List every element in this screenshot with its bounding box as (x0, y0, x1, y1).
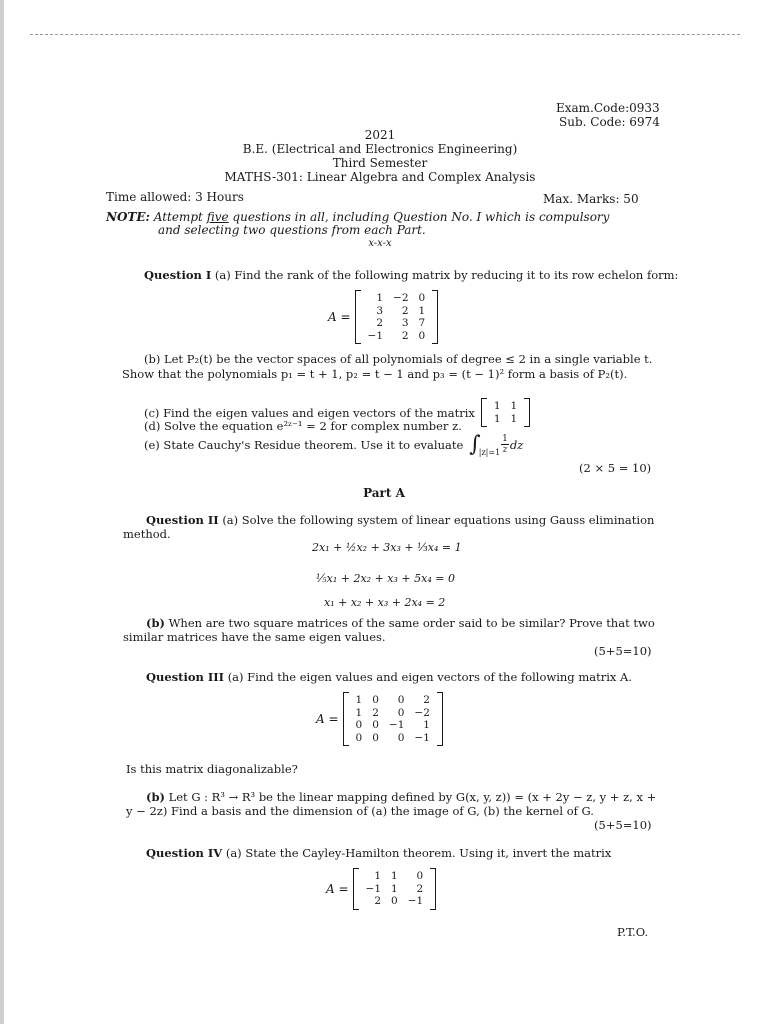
q1-matrix-cell: 7 (418, 317, 426, 329)
course-title: MATHS-301: Linear Algebra and Complex Analysis (224, 170, 536, 184)
q1-c-matrix-cell: 1 (493, 412, 501, 425)
q3-matrix-name: A = (316, 712, 339, 726)
q2-a (146, 513, 654, 527)
time-allowed: Time allowed: 3 Hours (106, 190, 244, 204)
q4-matrix-cell: 2 (374, 895, 382, 907)
q1-matrix-row (363, 292, 431, 305)
q1-a (144, 268, 678, 282)
q3-a (146, 670, 632, 684)
q1-label: Question I (144, 268, 212, 282)
q2-label: Question II (146, 513, 219, 527)
q1-c-matrix-row (489, 400, 522, 413)
q3-matrix-row (351, 707, 435, 720)
q1-c-matrix-cell: 1 (493, 400, 501, 412)
q1-matrix-bracket (355, 290, 439, 344)
q1-matrix-table (363, 292, 431, 342)
q3-matrix-cell: 0 (397, 706, 405, 719)
q2-b-label: (b) (146, 616, 165, 630)
q4-matrix-name: A = (326, 881, 349, 896)
sub-code: Sub. Code: 6974 (559, 115, 660, 129)
q1-matrix-cell: 0 (418, 292, 426, 304)
q1-matrix (328, 290, 438, 344)
q3-label: Question III (146, 670, 225, 684)
q4-matrix-bracket (353, 868, 437, 910)
q3-matrix-row (351, 719, 435, 732)
integrand-den: z (502, 445, 508, 455)
q1-matrix-cell: 3 (401, 317, 409, 329)
part-a-heading: Part A (363, 486, 405, 500)
q4-matrix-cell: 1 (391, 882, 398, 895)
q3-matrix-cell: 1 (355, 694, 363, 706)
q2-a-text2: method. (123, 527, 171, 541)
q1-a-text: (a) Find the rank of the following matrix by reducing it to its row echelon form: (214, 268, 679, 282)
q1-c-matrix-cell: 1 (510, 412, 518, 425)
integral-dz: dz (509, 437, 524, 452)
q3-matrix-cell: 0 (355, 731, 363, 744)
q1-matrix-cell: −1 (367, 329, 384, 342)
q1-c-matrix-cell: 1 (510, 400, 518, 412)
note-line2: and selecting two questions from each Part. (158, 223, 426, 237)
q3-matrix-row (351, 694, 435, 707)
q1-c-text: (c) Find the eigen values and eigen vectors of the matrix (144, 405, 475, 420)
q3-matrix-cell: 0 (355, 719, 363, 731)
note-five: five (206, 210, 229, 224)
q1-b-line1: (b) Let P₂(t) be the vector spaces of all polynomials of degree ≤ 2 in a single variable t. (144, 352, 653, 366)
note-post: questions in all, including Question No. I which is compulsory (232, 210, 610, 224)
q1-matrix-cell: 2 (401, 329, 409, 342)
q1-matrix-cell: 0 (418, 329, 426, 342)
q3-matrix-cell: −2 (414, 706, 430, 719)
q3-matrix-cell: −1 (414, 731, 430, 744)
q4-a (146, 846, 611, 860)
q4-matrix-cell: −1 (407, 895, 424, 907)
q3-matrix-cell: 0 (372, 719, 379, 731)
q3-a-text: (a) Find the eigen values and eigen vectors of the following matrix A. (227, 670, 632, 684)
pto-footer: P.T.O. (617, 925, 649, 939)
q1-matrix-cell: 2 (376, 317, 384, 329)
q1-matrix-cell: −2 (393, 292, 409, 304)
q1-d-text: (d) Solve the equation e²ᶻ⁻¹ = 2 for complex number z. (144, 419, 462, 433)
degree: B.E. (Electrical and Electronics Engineering) (242, 142, 518, 156)
q2-b-text2: similar matrices have the same eigen values. (123, 630, 386, 644)
q4-matrix-row (361, 870, 429, 883)
note-label: NOTE: (106, 210, 150, 224)
q3-matrix-cell: 0 (372, 694, 379, 706)
integral-symbol: ∫ (469, 432, 481, 457)
q3-b-text2: y − 2z) Find a basis and the dimension of (a) the image of G, (b) the kernel of G. (126, 804, 594, 818)
q1-matrix-cell: 3 (376, 304, 384, 317)
q4-a-text: (a) State the Cayley-Hamilton theorem. Using it, invert the matrix (225, 846, 612, 860)
exam-code: Exam.Code:0933 (556, 101, 660, 115)
q3-matrix-bracket (343, 692, 443, 746)
q3-diag-question: Is this matrix diagonalizable? (126, 762, 298, 776)
q1-matrix-cell: 1 (418, 304, 426, 317)
q1-matrix-row (363, 330, 431, 343)
q4-matrix-cell: −1 (365, 882, 382, 895)
q2-eq1: 2x₁ + ½x₂ + 3x₃ + ⅓x₄ = 1 (312, 541, 462, 554)
q3-matrix-cell: 2 (423, 694, 430, 706)
q2-eq2: ⅕x₁ + 2x₂ + x₃ + 5x₄ = 0 (316, 572, 455, 585)
q3-matrix-cell: 2 (372, 706, 379, 719)
q3-matrix (316, 692, 443, 746)
q2-eq3: x₁ + x₂ + x₃ + 2x₄ = 2 (324, 596, 446, 609)
q1-c-matrix-row (489, 413, 522, 426)
q1-matrix-row (363, 317, 431, 330)
q1-e-text: (e) State Cauchy's Residue theorem. Use it to evaluate (144, 437, 464, 452)
separator: x-x-x (368, 238, 392, 249)
semester: Third Semester (332, 156, 428, 170)
q2-marks: (5+5=10) (594, 644, 652, 658)
q3-b-label: (b) (146, 790, 165, 804)
integrand (501, 434, 509, 455)
integral-contour: |z|=1 (478, 448, 501, 457)
q1-matrix-name: A = (328, 310, 351, 324)
q4-matrix-cell: 2 (416, 882, 424, 895)
q4-matrix-row (361, 883, 429, 896)
q4-matrix-cell: 0 (416, 870, 424, 882)
q3-matrix-row (351, 732, 435, 745)
q2-a-text: (a) Solve the following system of linear equations using Gauss elimination (222, 513, 655, 527)
q3-marks: (5+5=10) (594, 818, 652, 832)
q4-label: Question IV (146, 846, 223, 860)
q3-matrix-cell: 0 (397, 694, 405, 706)
integrand-num: 1 (502, 434, 508, 444)
note-pre: Attempt (153, 210, 203, 224)
q2-b-text: When are two square matrices of the same order said to be similar? Prove that two (168, 616, 655, 630)
q1-matrix-cell: 1 (376, 292, 384, 304)
q1-e (144, 432, 523, 457)
q3-b (146, 790, 656, 804)
q1-marks: (2 × 5 = 10) (579, 461, 652, 475)
q3-b-text: Let G : R³ → R³ be the linear mapping defined by G(x, y, z)) = (x + 2y − z, y + z, x + (168, 790, 657, 804)
q4-matrix-cell: 1 (374, 870, 382, 882)
q1-c-matrix-bracket (481, 398, 530, 427)
q4-matrix-row (361, 895, 429, 908)
top-rule (30, 34, 740, 35)
q4-matrix-cell: 0 (391, 895, 398, 907)
q3-matrix-cell: 1 (355, 706, 363, 719)
q4-matrix-cell: 1 (391, 870, 398, 882)
note-line1 (106, 210, 609, 224)
q1-matrix-row (363, 305, 431, 318)
q2-b (146, 616, 655, 630)
max-marks: Max. Marks: 50 (543, 192, 639, 206)
q3-matrix-cell: 0 (372, 731, 379, 744)
q3-matrix-cell: −1 (388, 719, 405, 731)
q1-c-matrix-table (489, 400, 522, 425)
q3-matrix-cell: 1 (423, 719, 430, 731)
q4-matrix-table (361, 870, 429, 908)
year: 2021 (364, 128, 396, 142)
q3-matrix-cell: 0 (397, 731, 405, 744)
q3-matrix-table (351, 694, 435, 744)
q1-matrix-cell: 2 (401, 304, 409, 317)
q4-matrix (326, 868, 436, 910)
q1-b-line2: Show that the polynomials p₁ = t + 1, p₂ = t − 1 and p₃ = (t − 1)² form a basis of P₂(t). (122, 367, 628, 381)
